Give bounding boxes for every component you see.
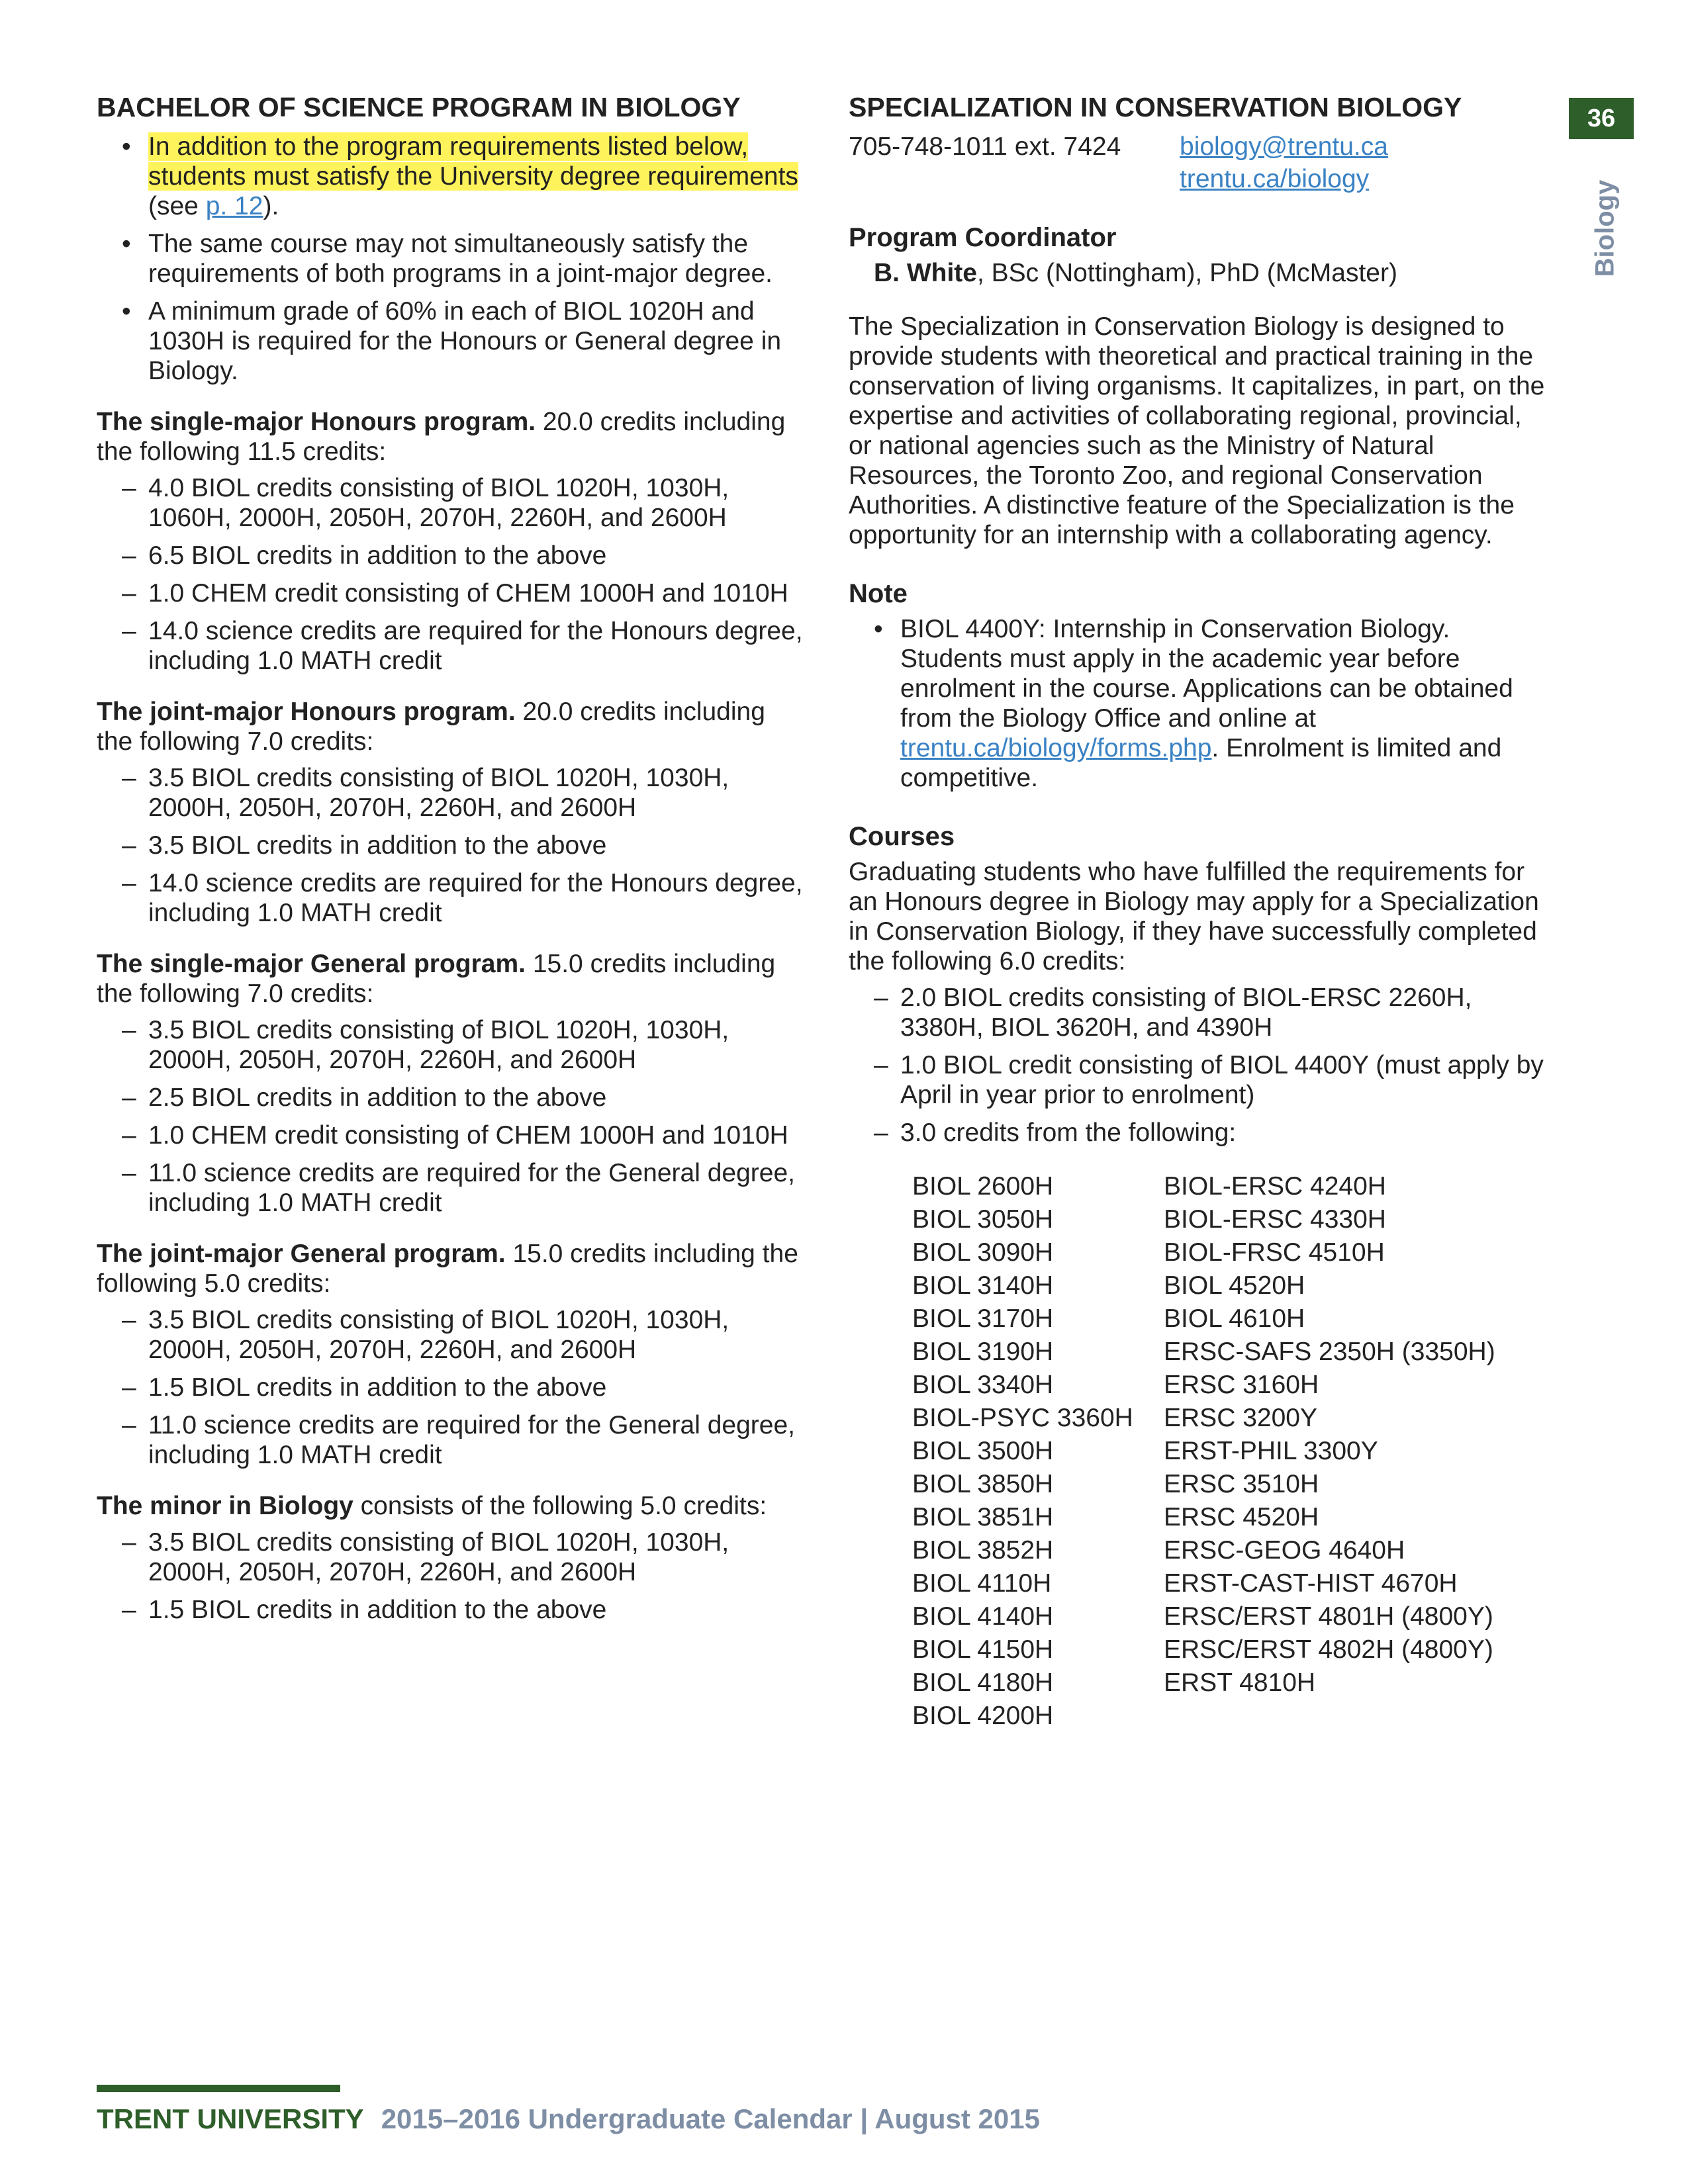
left-column bbox=[97, 93, 805, 1633]
program-title: The joint-major General program. bbox=[97, 1240, 506, 1268]
coordinator-line bbox=[849, 258, 1550, 288]
program-title: The joint-major Honours program. bbox=[97, 698, 516, 726]
highlighted-text: In addition to the program requirements listed below, students must satisfy the University degree requirements bbox=[148, 132, 798, 191]
course-code: BIOL 4610H bbox=[1164, 1304, 1305, 1333]
list-item: – 11.0 science credits are required for the General degree, including 1.0 MATH credit bbox=[97, 1410, 805, 1470]
courses-heading: Courses bbox=[849, 822, 955, 851]
footer-calendar: 2015–2016 Undergraduate Calendar | August 2015 bbox=[381, 2103, 1040, 2134]
course-code: BIOL 3850H bbox=[912, 1470, 1054, 1498]
course-code: BIOL 3140H bbox=[912, 1271, 1054, 1300]
section-side-label bbox=[1575, 172, 1635, 285]
coordinator-credentials: , BSc (Nottingham), PhD (McMaster) bbox=[976, 259, 1397, 287]
text-span: . Enrolment is limited and competitive. bbox=[900, 734, 1502, 792]
course-code: BIOL 2600H bbox=[912, 1172, 1054, 1201]
page-link[interactable]: p. 12 bbox=[205, 192, 263, 220]
note-list bbox=[849, 614, 1550, 793]
coordinator-heading: Program Coordinator bbox=[849, 223, 1117, 252]
phone-number: 705-748-1011 ext. 7424 bbox=[849, 132, 1121, 161]
website-link[interactable]: trentu.ca/biology bbox=[1180, 165, 1370, 193]
list-item: – 6.5 BIOL credits in addition to the above bbox=[97, 541, 805, 570]
course-code: BIOL 4150H bbox=[912, 1635, 1054, 1664]
program-heading bbox=[97, 1239, 805, 1298]
course-code: BIOL 4180H bbox=[912, 1668, 1054, 1697]
spacer bbox=[849, 164, 1180, 194]
course-code: ERST-CAST-HIST 4670H bbox=[1164, 1569, 1458, 1598]
footer bbox=[97, 2103, 1040, 2135]
side-label-text: Biology bbox=[1590, 179, 1620, 277]
contact-row-2 bbox=[849, 164, 1550, 194]
program-title: The single-major Honours program. bbox=[97, 408, 536, 436]
specialization-heading: SPECIALIZATION IN CONSERVATION BIOLOGY bbox=[849, 92, 1462, 122]
note-heading: Note bbox=[849, 579, 908, 608]
program-requirements-list bbox=[97, 763, 805, 928]
list-item: – 3.5 BIOL credits consisting of BIOL 1020H, 1030H, 2000H, 2050H, 2070H, 2260H, and 2600H bbox=[97, 763, 805, 823]
list-item bbox=[97, 132, 805, 221]
course-code: BIOL 3170H bbox=[912, 1304, 1054, 1333]
course-code: BIOL 4110H bbox=[912, 1569, 1052, 1598]
list-item: – 1.5 BIOL credits in addition to the above bbox=[97, 1595, 805, 1625]
course-code: ERSC 3200Y bbox=[1164, 1404, 1317, 1432]
course-code: BIOL 3852H bbox=[912, 1536, 1054, 1565]
course-code: BIOL 3500H bbox=[912, 1437, 1054, 1465]
list-item: – 14.0 science credits are required for the Honours degree, including 1.0 MATH credit bbox=[97, 868, 805, 928]
bsc-heading: BACHELOR OF SCIENCE PROGRAM IN BIOLOGY bbox=[97, 92, 741, 122]
program-heading bbox=[97, 1491, 805, 1521]
program-summary: consists of the following 5.0 credits: bbox=[353, 1492, 767, 1520]
list-item: – 3.0 credits from the following: bbox=[849, 1118, 1550, 1148]
programs-container bbox=[97, 407, 805, 1625]
courses-intro: Graduating students who have fulfilled the requirements for an Honours degree in Biology may apply for a Specialization in Conservation Biology, if they have successfully completed the following 6.0 credits: bbox=[849, 858, 1539, 976]
course-code: BIOL 3050H bbox=[912, 1205, 1054, 1234]
list-item: – 1.0 BIOL credit consisting of BIOL 4400Y (must apply by April in year prior to enrolment) bbox=[849, 1050, 1550, 1110]
program-title: The single-major General program. bbox=[97, 950, 526, 978]
courses-requirements-list bbox=[849, 983, 1550, 1148]
coordinator-name: B. White bbox=[874, 259, 977, 287]
course-code: ERSC 4520H bbox=[1164, 1503, 1319, 1531]
course-column-1 bbox=[912, 1170, 1164, 1733]
list-item: – 1.5 BIOL credits in addition to the above bbox=[97, 1373, 805, 1402]
course-code: ERSC 3160H bbox=[1164, 1371, 1319, 1399]
text-span: (see bbox=[148, 192, 206, 220]
bsc-notes-list bbox=[97, 132, 805, 386]
course-code: BIOL 4520H bbox=[1164, 1271, 1305, 1300]
program-requirements-list bbox=[97, 473, 805, 676]
course-column-2 bbox=[1164, 1170, 1495, 1733]
program-summary: 15.0 credits including the following 7.0 credits: bbox=[97, 950, 776, 1008]
list-item: – 1.0 CHEM credit consisting of CHEM 1000H and 1010H bbox=[97, 578, 805, 608]
course-code: BIOL-PSYC 3360H bbox=[912, 1404, 1133, 1432]
footer-university: TRENT UNIVERSITY bbox=[97, 2103, 364, 2134]
forms-link[interactable]: trentu.ca/biology/forms.php bbox=[900, 734, 1212, 762]
course-code: ERSC/ERST 4801H (4800Y) bbox=[1164, 1602, 1493, 1631]
text-span: ). bbox=[263, 192, 279, 220]
list-item: – 1.0 CHEM credit consisting of CHEM 1000H and 1010H bbox=[97, 1120, 805, 1150]
program-requirements-list bbox=[97, 1527, 805, 1625]
course-code: BIOL-ERSC 4330H bbox=[1164, 1205, 1386, 1234]
program-summary: 15.0 credits including the following 5.0 credits: bbox=[97, 1240, 798, 1298]
list-item: – 14.0 science credits are required for the Honours degree, including 1.0 MATH credit bbox=[97, 616, 805, 676]
course-code: ERSC-GEOG 4640H bbox=[1164, 1536, 1405, 1565]
course-code: ERST 4810H bbox=[1164, 1668, 1316, 1697]
contact-row-1 bbox=[849, 132, 1550, 161]
program-title: The minor in Biology bbox=[97, 1492, 353, 1520]
page-number: 36 bbox=[1569, 98, 1634, 139]
email-link[interactable]: biology@trentu.ca bbox=[1180, 132, 1388, 161]
list-item: – 3.5 BIOL credits consisting of BIOL 1020H, 1030H, 2000H, 2050H, 2070H, 2260H, and 2600H bbox=[97, 1015, 805, 1075]
program-heading bbox=[97, 697, 805, 756]
list-item: – 2.0 BIOL credits consisting of BIOL-ERSC 2260H, 3380H, BIOL 3620H, and 4390H bbox=[849, 983, 1550, 1042]
list-item: – 11.0 science credits are required for the General degree, including 1.0 MATH credit bbox=[97, 1158, 805, 1218]
course-options-table bbox=[912, 1170, 1550, 1733]
course-code: BIOL 3340H bbox=[912, 1371, 1054, 1399]
text-span: BIOL 4400Y: Internship in Conservation Biology. Students must apply in the academic year before enrolment in the course. Applications can be obtained from the Biology Office and online at bbox=[900, 615, 1513, 733]
list-item bbox=[849, 614, 1550, 793]
list-item: – 3.5 BIOL credits consisting of BIOL 1020H, 1030H, 2000H, 2050H, 2070H, 2260H, and 2600H bbox=[97, 1527, 805, 1587]
program-summary: 20.0 credits including the following 7.0 credits: bbox=[97, 698, 765, 756]
program-heading bbox=[97, 407, 805, 467]
list-item: – 3.5 BIOL credits in addition to the above bbox=[97, 831, 805, 860]
course-code: BIOL 3851H bbox=[912, 1503, 1054, 1531]
program-heading bbox=[97, 949, 805, 1009]
footer-rule bbox=[97, 2085, 340, 2092]
right-column bbox=[849, 93, 1550, 1733]
course-code: BIOL 4140H bbox=[912, 1602, 1054, 1631]
course-code: BIOL 3090H bbox=[912, 1238, 1054, 1267]
list-item: – 2.5 BIOL credits in addition to the above bbox=[97, 1083, 805, 1113]
course-code: ERSC 3510H bbox=[1164, 1470, 1319, 1498]
list-item: • A minimum grade of 60% in each of BIOL 1020H and 1030H is required for the Honours or General degree in Biology. bbox=[97, 296, 805, 386]
course-code: BIOL 3190H bbox=[912, 1338, 1054, 1366]
program-summary: 20.0 credits including the following 11.5 credits: bbox=[97, 408, 786, 466]
specialization-description: The Specialization in Conservation Biology is designed to provide students with theoretical and practical training in the conservation of living organisms. It capitalizes, in part, on the expertise and activities of collaborating regional, provincial, or national agencies such as the Ministry of Natural Resources, the Toronto Zoo, and regional Conservation Authorities. A distinctive feature of the Specialization is the opportunity for an internship with a collaborating agency. bbox=[849, 312, 1545, 549]
course-code: BIOL-ERSC 4240H bbox=[1164, 1172, 1386, 1201]
course-code: BIOL-FRSC 4510H bbox=[1164, 1238, 1385, 1267]
course-code: ERSC/ERST 4802H (4800Y) bbox=[1164, 1635, 1493, 1664]
course-code: ERST-PHIL 3300Y bbox=[1164, 1437, 1378, 1465]
course-code: ERSC-SAFS 2350H (3350H) bbox=[1164, 1338, 1495, 1366]
program-requirements-list bbox=[97, 1015, 805, 1218]
program-requirements-list bbox=[97, 1305, 805, 1470]
list-item: – 3.5 BIOL credits consisting of BIOL 1020H, 1030H, 2000H, 2050H, 2070H, 2260H, and 2600H bbox=[97, 1305, 805, 1365]
course-code: BIOL 4200H bbox=[912, 1702, 1054, 1730]
list-item: • The same course may not simultaneously satisfy the requirements of both programs in a joint-major degree. bbox=[97, 229, 805, 289]
list-item: – 4.0 BIOL credits consisting of BIOL 1020H, 1030H, 1060H, 2000H, 2050H, 2070H, 2260H, and 2600H bbox=[97, 473, 805, 533]
